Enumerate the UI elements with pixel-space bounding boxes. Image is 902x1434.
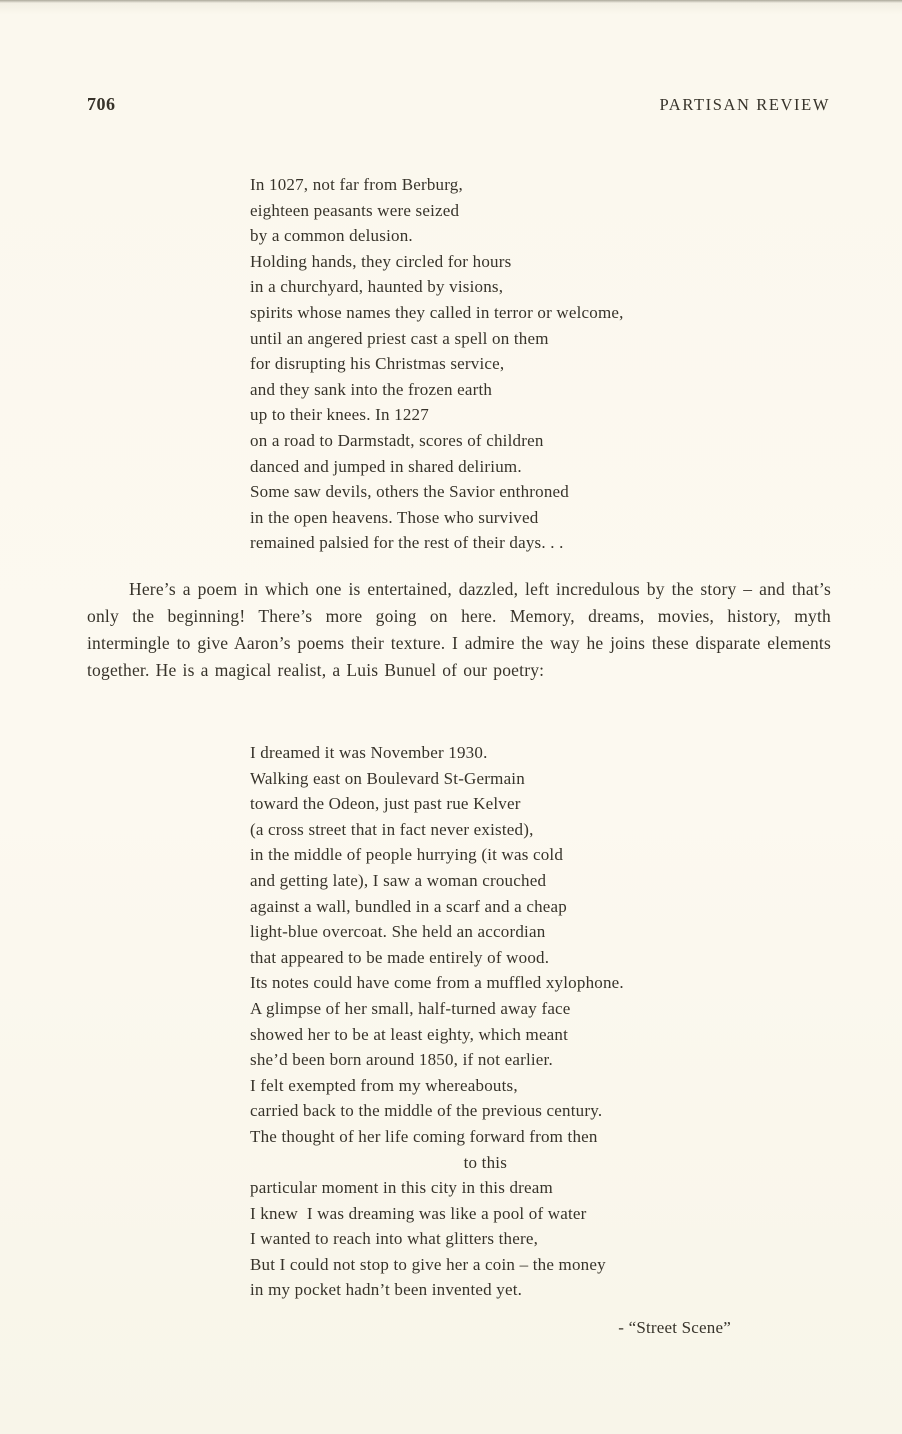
poem-line: eighteen peasants were seized xyxy=(250,200,460,220)
poem-line: Some saw devils, others the Savior enthroned xyxy=(250,482,569,502)
poem-line: (a cross street that in fact never existed), xyxy=(250,819,534,839)
poem-line: danced and jumped in shared delirium. xyxy=(250,456,522,476)
poem-line: until an angered priest cast a spell on them xyxy=(250,328,549,348)
poem-line: in a churchyard, haunted by visions, xyxy=(250,277,504,297)
poem-line: light-blue overcoat. She held an accordian xyxy=(250,922,546,942)
poem-line: The thought of her life coming forward from then xyxy=(250,1126,598,1146)
poem-line: In 1027, not far from Berburg, xyxy=(250,175,463,194)
journal-title: PARTISAN REVIEW xyxy=(659,95,830,114)
poem-line: in my pocket hadn’t been invented yet. xyxy=(250,1280,523,1300)
poem-line: up to their knees. In 1227 xyxy=(250,405,429,425)
poem-line: and getting late), I saw a woman crouched xyxy=(250,870,547,890)
poem-line: on a road to Darmstadt, scores of children xyxy=(250,430,544,450)
poem-line: toward the Odeon, just past rue Kelver xyxy=(250,794,521,814)
poem-line: I wanted to reach into what glitters there, xyxy=(250,1229,539,1249)
poem-line: and they sank into the frozen earth xyxy=(250,379,493,399)
poem-line: for disrupting his Christmas service, xyxy=(250,354,505,374)
poem-line: in the open heavens. Those who survived xyxy=(250,507,539,527)
poem-line: I felt exempted from my whereabouts, xyxy=(250,1075,518,1095)
poem-line: she’d been born around 1850, if not earlier. xyxy=(250,1050,553,1070)
poem-attribution: - “Street Scene” xyxy=(618,1318,731,1337)
poem-line: by a common delusion. xyxy=(250,226,413,246)
poem-line: to this xyxy=(250,1152,508,1172)
poem-line: in the middle of people hurrying (it was cold xyxy=(250,845,564,865)
prose-paragraph: Here’s a poem in which one is entertained, dazzled, left incredulous by the story – and that’s only the beginning! There’s more going on here. Memory, dreams, movies, history, myth intermingle to give Aaron’s poems their texture. I admire the way he joins these disparate elements together. He is a magical realist, a Luis Bunuel of our poetry: xyxy=(87,579,831,680)
poem-excerpt-first xyxy=(250,172,862,556)
poem-line: I dreamed it was November 1930. xyxy=(250,743,488,762)
poem-line: Walking east on Boulevard St-Germain xyxy=(250,768,525,788)
page-header xyxy=(87,94,830,115)
poem-line: particular moment in this city in this dream xyxy=(250,1178,553,1198)
poem-line: Holding hands, they circled for hours xyxy=(250,251,512,271)
poem-excerpt-street-scene xyxy=(250,740,862,1303)
poem-line: I knew I was dreaming was like a pool of water xyxy=(250,1203,587,1223)
poem-line: remained palsied for the rest of their days. . . xyxy=(250,533,564,553)
poem-line: Its notes could have come from a muffled xylophone. xyxy=(250,973,624,993)
poem-line: A glimpse of her small, half-turned away face xyxy=(250,998,571,1018)
poem-line: carried back to the middle of the previous century. xyxy=(250,1101,603,1121)
poem-line: spirits whose names they called in terror or welcome, xyxy=(250,302,624,322)
poem-line: that appeared to be made entirely of wood. xyxy=(250,947,550,967)
poem-line: But I could not stop to give her a coin – the money xyxy=(250,1254,606,1274)
poem-line: against a wall, bundled in a scarf and a cheap xyxy=(250,896,567,916)
page-number: 706 xyxy=(87,94,116,114)
poem-line: showed her to be at least eighty, which meant xyxy=(250,1024,569,1044)
